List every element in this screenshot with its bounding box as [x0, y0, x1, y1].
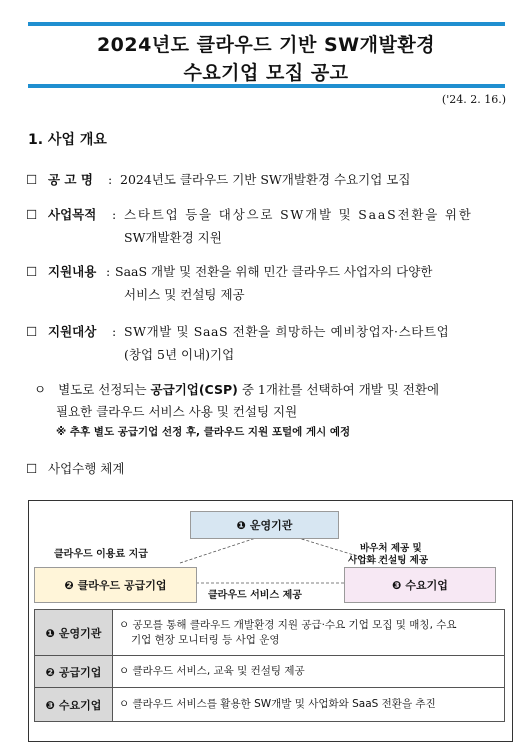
- note-remark: ※ 추후 별도 공급기업 선정 후, 클라우드 지원 포털에 게시 예정: [56, 426, 351, 438]
- node-operator: ❶ 운영기관: [190, 511, 339, 539]
- checkbox-icon: ☐: [26, 264, 38, 279]
- checkbox-icon: ☐: [26, 172, 38, 187]
- item-label: 지원내용: [48, 264, 97, 279]
- row-head: ❷ 공급기업: [35, 656, 113, 688]
- node-demand: ❸ 수요기업: [344, 567, 496, 603]
- checkbox-icon: ☐: [26, 324, 38, 339]
- checkbox-icon: ☐: [26, 207, 38, 222]
- item-label: 지원대상: [48, 324, 97, 339]
- row-content: ㅇ 공모를 통해 클라우드 개발환경 지원 공급·수요 기업 모집 및 매칭, 수요 기업 현장 모니터링 등 사업 운영: [113, 610, 505, 656]
- row-head: ❶ 운영기관: [35, 610, 113, 656]
- item-text: 2024년도 클라우드 기반 SW개발환경 수요기업 모집: [120, 172, 411, 187]
- row-content: ㅇ 클라우드 서비스를 활용한 SW개발 및 사업화와 SaaS 전환을 추진: [113, 688, 505, 722]
- announcement-date: ('24. 2. 16.): [441, 93, 506, 106]
- section-heading: 1. 사업 개요: [28, 132, 107, 148]
- edge-label-voucher-2: 사업화 컨설팅 제공: [348, 555, 429, 566]
- bullet-icon: ㅇ: [34, 382, 47, 397]
- item-label: 공 고 명: [48, 172, 93, 187]
- row-head: ❸ 수요기업: [35, 688, 113, 722]
- table-row: [35, 656, 505, 688]
- note-paragraph: ㅇ 별도로 선정되는 공급기업(CSP) 중 1개社를 선택하여 개발 및 전환에 필요한 클라우드 서비스 사용 및 컨설팅 지원: [34, 379, 512, 423]
- item-label: 사업목적: [48, 207, 97, 222]
- item-text: SaaS 개발 및 전환을 위해 민간 클라우드 사업자의 다양한: [115, 264, 433, 279]
- item-text-cont: SW개발환경 지원: [124, 230, 222, 245]
- note-emphasis: 공급기업(CSP): [150, 382, 238, 397]
- item-text: SW개발 및 SaaS 전환을 희망하는 예비창업자·스타트업: [124, 324, 450, 339]
- checkbox-icon: ☐: [26, 461, 38, 476]
- node-supplier: ❷ 클라우드 공급기업: [34, 567, 197, 603]
- edge-label-voucher-1: 바우처 제공 및: [360, 543, 422, 554]
- note-line2: 필요한 클라우드 서비스 사용 및 컨설팅 지원: [56, 404, 298, 419]
- page-title-line2: 수요기업 모집 공고: [183, 62, 349, 84]
- row-content: ㅇ 클라우드 서비스, 교육 및 컨설팅 제공: [113, 656, 505, 688]
- edge-label-fee: 클라우드 이용료 지급: [54, 549, 148, 560]
- roles-table: [34, 609, 505, 722]
- edge-label-service: 클라우드 서비스 제공: [208, 590, 302, 601]
- item-text: 스타트업 등을 대상으로 SW개발 및 SaaS전환을 위한: [124, 207, 473, 222]
- table-row: [35, 610, 505, 656]
- page-title-line1: 2024년도 클라우드 기반 SW개발환경: [96, 34, 436, 56]
- item-text-cont: (창업 5년 이내)기업: [124, 347, 235, 362]
- item-text-cont: 서비스 및 컨설팅 제공: [124, 287, 245, 302]
- table-row: [35, 688, 505, 722]
- item-label: 사업수행 체계: [48, 461, 125, 476]
